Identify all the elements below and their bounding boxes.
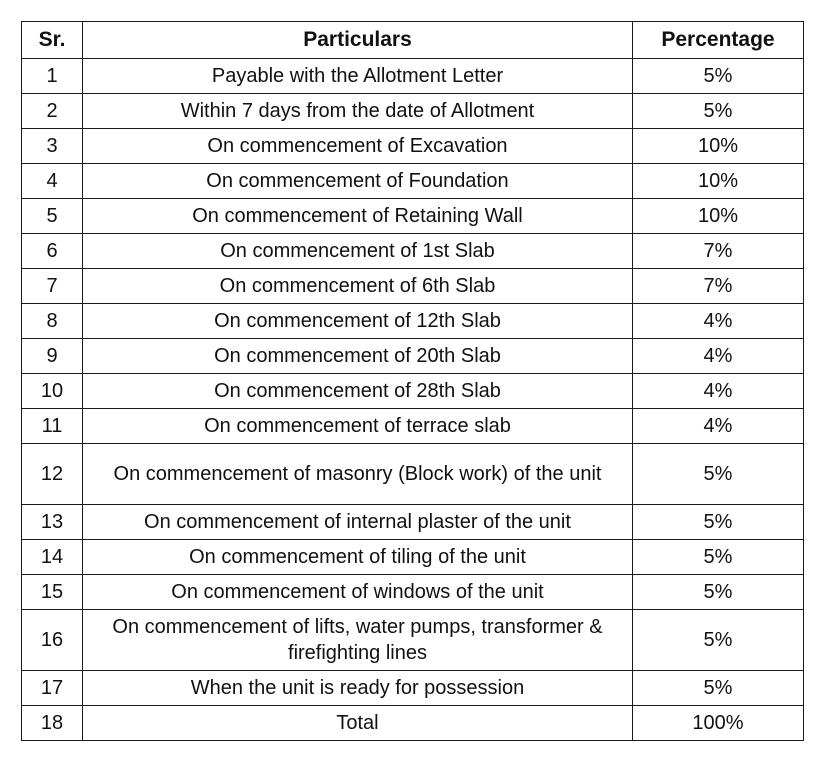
percentage-cell: 5% <box>633 575 804 610</box>
table-row <box>22 374 804 409</box>
percentage-cell: 5% <box>633 444 804 505</box>
percentage-cell: 4% <box>633 339 804 374</box>
percentage-cell: 5% <box>633 59 804 94</box>
header-row <box>22 22 804 59</box>
particulars-cell: When the unit is ready for possession <box>83 671 633 706</box>
particulars-cell: On commencement of masonry (Block work) of the unit <box>83 444 633 505</box>
percentage-cell: 5% <box>633 671 804 706</box>
percentage-cell: 10% <box>633 129 804 164</box>
particulars-cell: On commencement of Retaining Wall <box>83 199 633 234</box>
sr-cell: 2 <box>22 94 83 129</box>
percentage-cell: 5% <box>633 505 804 540</box>
sr-cell: 4 <box>22 164 83 199</box>
sr-cell: 5 <box>22 199 83 234</box>
table-row <box>22 575 804 610</box>
particulars-cell: Payable with the Allotment Letter <box>83 59 633 94</box>
sr-cell: 11 <box>22 409 83 444</box>
table-row <box>22 304 804 339</box>
table-row <box>22 505 804 540</box>
percentage-cell: 5% <box>633 610 804 671</box>
particulars-cell: On commencement of 12th Slab <box>83 304 633 339</box>
sr-cell: 15 <box>22 575 83 610</box>
sr-cell: 3 <box>22 129 83 164</box>
particulars-cell: On commencement of 20th Slab <box>83 339 633 374</box>
payment-schedule-table <box>21 21 804 741</box>
table-row <box>22 671 804 706</box>
sr-cell: 18 <box>22 706 83 741</box>
percentage-cell: 5% <box>633 540 804 575</box>
sr-cell: 10 <box>22 374 83 409</box>
header-particulars: Particulars <box>83 22 633 59</box>
sr-cell: 9 <box>22 339 83 374</box>
sr-cell: 8 <box>22 304 83 339</box>
percentage-cell: 5% <box>633 94 804 129</box>
particulars-cell: Within 7 days from the date of Allotment <box>83 94 633 129</box>
sr-cell: 1 <box>22 59 83 94</box>
table-row <box>22 409 804 444</box>
percentage-cell: 4% <box>633 409 804 444</box>
sr-cell: 6 <box>22 234 83 269</box>
table-row <box>22 59 804 94</box>
particulars-cell: On commencement of Excavation <box>83 129 633 164</box>
particulars-cell: On commencement of 28th Slab <box>83 374 633 409</box>
table-row <box>22 199 804 234</box>
particulars-cell: On commencement of lifts, water pumps, transformer & firefighting lines <box>83 610 633 671</box>
sr-cell: 14 <box>22 540 83 575</box>
particulars-cell: On commencement of Foundation <box>83 164 633 199</box>
header-percentage: Percentage <box>633 22 804 59</box>
particulars-cell: On commencement of tiling of the unit <box>83 540 633 575</box>
sr-cell: 17 <box>22 671 83 706</box>
table-row <box>22 164 804 199</box>
table-row <box>22 94 804 129</box>
percentage-cell: 4% <box>633 304 804 339</box>
table-row <box>22 444 804 505</box>
table-body <box>22 59 804 741</box>
particulars-cell: On commencement of 1st Slab <box>83 234 633 269</box>
table-row <box>22 610 804 671</box>
total-label: Total <box>83 706 633 741</box>
particulars-cell: On commencement of terrace slab <box>83 409 633 444</box>
table-row <box>22 234 804 269</box>
percentage-cell: 10% <box>633 164 804 199</box>
percentage-cell: 10% <box>633 199 804 234</box>
particulars-cell: On commencement of 6th Slab <box>83 269 633 304</box>
table-header <box>22 22 804 59</box>
particulars-cell: On commencement of internal plaster of the unit <box>83 505 633 540</box>
total-row <box>22 706 804 741</box>
table-row <box>22 269 804 304</box>
sr-cell: 7 <box>22 269 83 304</box>
sr-cell: 12 <box>22 444 83 505</box>
header-sr: Sr. <box>22 22 83 59</box>
percentage-cell: 7% <box>633 234 804 269</box>
sr-cell: 13 <box>22 505 83 540</box>
percentage-cell: 4% <box>633 374 804 409</box>
particulars-cell: On commencement of windows of the unit <box>83 575 633 610</box>
table-row <box>22 129 804 164</box>
sr-cell: 16 <box>22 610 83 671</box>
table-row <box>22 339 804 374</box>
percentage-cell: 7% <box>633 269 804 304</box>
table-row <box>22 540 804 575</box>
total-percentage: 100% <box>633 706 804 741</box>
